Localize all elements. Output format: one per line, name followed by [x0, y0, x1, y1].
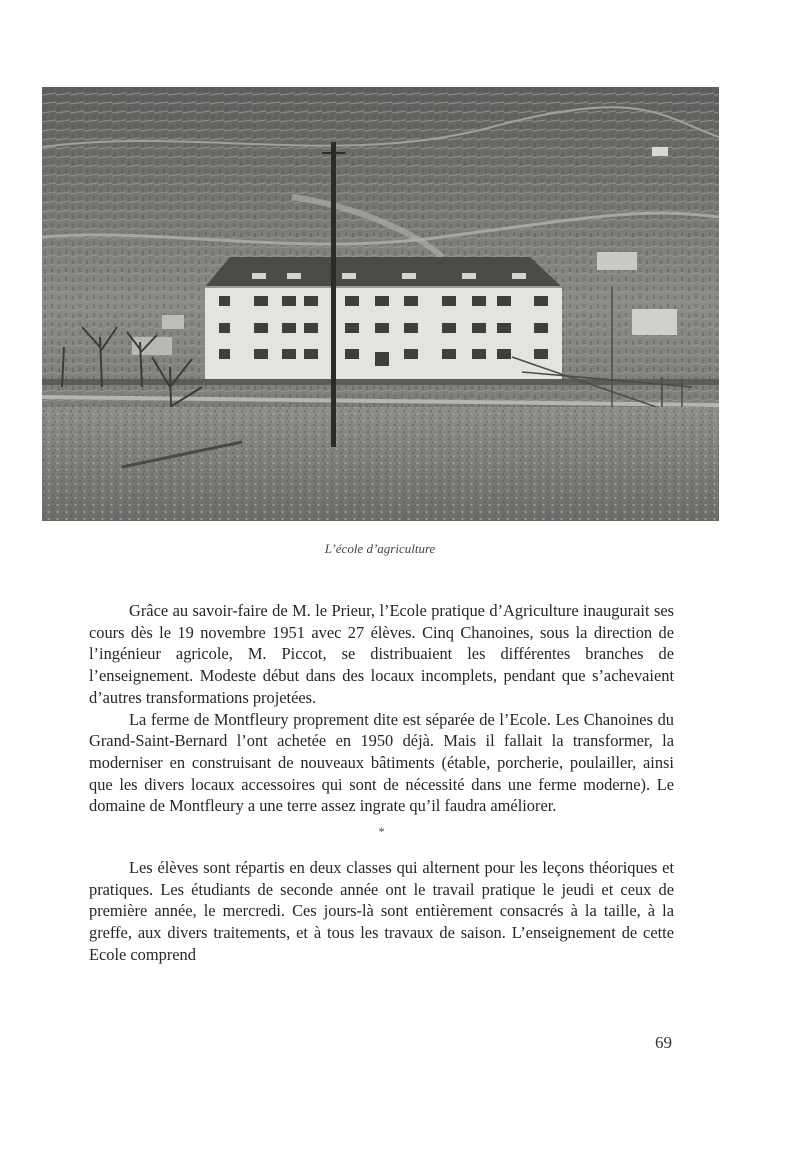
photo-caption: L’école d’agriculture: [324, 541, 436, 556]
body-text: [89, 600, 674, 966]
school-photo-drawing: [42, 87, 719, 521]
paragraph: Les élèves sont répartis en deux classes qui alternent pour les leçons théoriques et pratiques. Les étudiants de seconde année ont le travail pratique le jeudi et ceux de première année, le mercredi. Ces jours-là sont entièrement consacrés à la taille, à la greffe, aux divers traitements, et à tous les travaux de saison. L’enseignement de cette Ecole comprend: [89, 858, 674, 964]
school-photo: [42, 87, 719, 521]
section-separator: *: [378, 824, 385, 840]
page-number: 69: [655, 1033, 672, 1052]
paragraph: La ferme de Montfleury proprement dite est séparée de l’Ecole. Les Chanoines du Grand-Saint-Bernard l’ont achetée en 1950 déjà. Mais il fallait la transformer, la moderniser en construisant de nouveaux bâtiments (étable, porcherie, poulailler, ainsi que les divers locaux accessoires qui sont de nécessité dans une ferme moderne). Le domaine de Montfleury a une terre assez ingrate qu’il faudra améliorer.: [89, 709, 674, 816]
paragraph: Grâce au savoir-faire de M. le Prieur, l’Ecole pratique d’Agriculture inaugurait ses cours dès le 19 novembre 1951 avec 27 élèves. Cinq Chanoines, sous la direction de l’ingénieur agricole, M. Piccot, se distribuaient les différentes branches de l’enseignement. Modeste début dans des locaux incomplets, pendant que s’achevaient d’autres transformations projetées.: [89, 601, 674, 707]
